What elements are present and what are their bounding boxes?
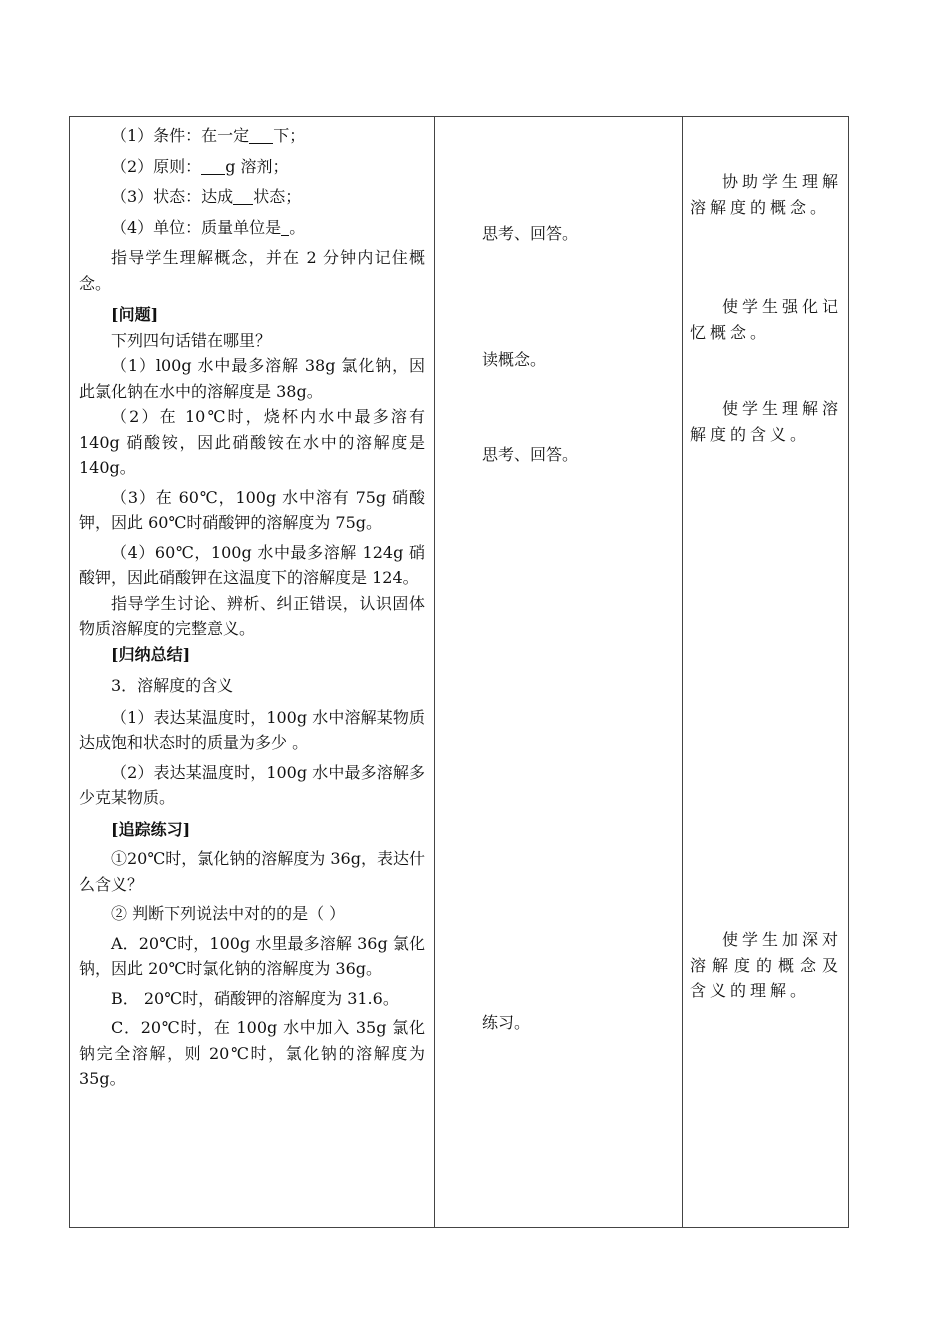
- question-item: （4）60℃，100g 水中最多溶解 124g 硝酸钾，因此硝酸钾在这温度下的溶解度是 124。: [79, 542, 425, 587]
- question-item: （2）在 10℃时，烧杯内水中最多溶有 140g 硝酸铵，因此硝酸铵在水中的溶解度是 140g。: [79, 407, 425, 477]
- design-intent: 协助学生理解溶解度的概念。: [690, 172, 843, 217]
- design-intent: 使学生理解溶解度的含义。: [690, 399, 843, 444]
- design-intent: 使学生加深对溶解度的概念及含义的理解。: [690, 930, 843, 1000]
- question-item: （1）l00g 水中最多溶解 38g 氯化钠，因此氯化钠在水中的溶解度是 38g。: [79, 356, 425, 401]
- practice-item: ①20℃时，氯化钠的溶解度为 36g，表达什么含义？: [79, 849, 425, 894]
- guide-text: 指导学生理解概念，并在 2 分钟内记住概念。: [79, 248, 425, 293]
- guide-text: 指导学生讨论、辨析、纠正错误，认识固体物质溶解度的完整意义。: [79, 593, 425, 638]
- student-activity: 读概念。: [482, 350, 547, 369]
- student-activity: 思考、回答。: [482, 445, 579, 464]
- column-divider: [682, 117, 683, 1227]
- concept-principle: （2）原则： g 溶剂；: [111, 156, 289, 176]
- practice-item: ② 判断下列说法中对的的是（ ）: [111, 904, 346, 923]
- column-divider: [434, 117, 435, 1227]
- teacher-activity-column: [79, 123, 425, 1096]
- student-activity: 思考、回答。: [482, 224, 579, 243]
- practice-option: B． 20℃时，硝酸钾的溶解度为 31.6。: [111, 988, 399, 1008]
- concept-condition: （1）条件：在一定 下；: [111, 126, 306, 145]
- section-heading-summary: [归纳总结]: [111, 644, 191, 664]
- question-item: （3）在 60℃，100g 水中溶有 75g 硝酸钾，因此 60℃时硝酸钾的溶解度为 75g。: [79, 487, 425, 532]
- summary-title: 3．溶解度的含义: [111, 676, 234, 695]
- student-activity: 练习。: [482, 1013, 531, 1032]
- section-heading-practice: [追踪练习]: [111, 819, 191, 839]
- design-intent: 使学生强化记忆概念。: [690, 297, 843, 342]
- summary-item: （2）表达某温度时，100g 水中最多溶解多少克某物质。: [79, 762, 425, 807]
- practice-option: A．20℃时，100g 水里最多溶解 36g 氯化钠，因此 20℃时氯化钠的溶解度为 36g。: [79, 933, 425, 978]
- section-heading-question: [问题]: [111, 305, 159, 324]
- practice-option: C．20℃时，在 100g 水中加入 35g 氯化钠完全溶解，则 20℃时，氯化钠的溶解度为 35g。: [79, 1018, 425, 1088]
- lesson-table: [69, 116, 849, 1228]
- concept-state: （3）状态：达成 状态；: [111, 187, 302, 206]
- concept-unit: （4）单位：质量单位是 。: [111, 217, 306, 237]
- summary-item: （1）表达某温度时，100g 水中溶解某物质达成饱和状态时的质量为多少 。: [79, 707, 425, 752]
- question-intro: 下列四句话错在哪里？: [111, 330, 272, 350]
